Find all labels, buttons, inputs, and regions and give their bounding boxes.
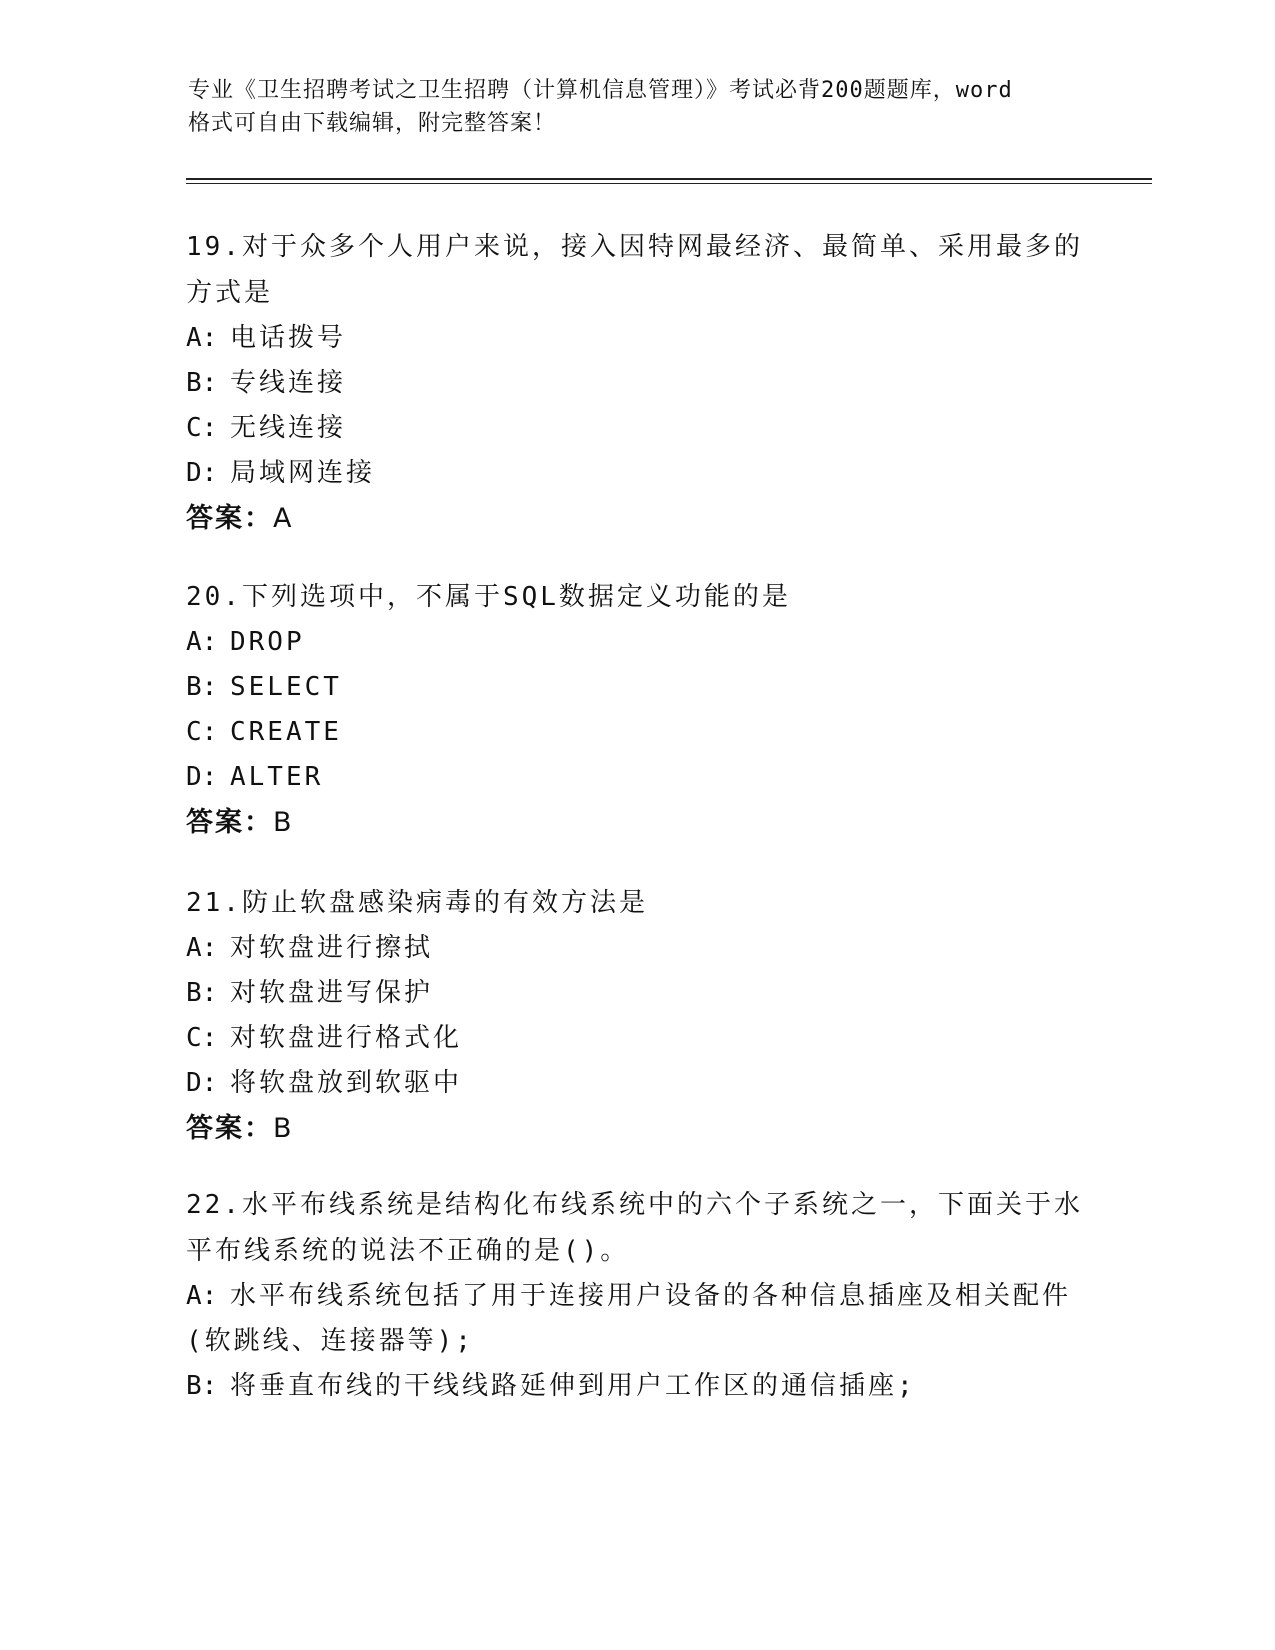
option-label: A:: [186, 933, 218, 963]
option-a: [186, 1274, 1086, 1319]
option-text: CREATE: [230, 717, 342, 747]
document-header: [188, 74, 1078, 140]
question-stem-line: 平布线系统的说法不正确的是()。: [186, 1236, 630, 1266]
option-c: [186, 1016, 1086, 1061]
option-a-continuation: (软跳线、连接器等);: [186, 1326, 474, 1356]
question-21: [186, 880, 1086, 1152]
option-d: [186, 1061, 1086, 1106]
option-b: [186, 665, 1086, 710]
option-text: 将软盘放到软驱中: [230, 1068, 463, 1098]
question-19: [186, 224, 1086, 542]
answer-label: 答案：: [186, 807, 273, 838]
question-stem-line: 21.防止软盘感染病毒的有效方法是: [186, 888, 648, 918]
answer-label: 答案：: [186, 503, 273, 534]
option-d: [186, 451, 1086, 496]
option-text: 专线连接: [230, 368, 347, 398]
option-label: D:: [186, 762, 218, 792]
option-label: B:: [186, 978, 218, 1008]
option-text: 水平布线系统包括了用于连接用户设备的各种信息插座及相关配件: [230, 1281, 1072, 1311]
option-label: A:: [186, 323, 218, 353]
option-a: [186, 316, 1086, 361]
option-label: C:: [186, 413, 218, 443]
question-22: [186, 1182, 1086, 1409]
option-label: B:: [186, 368, 218, 398]
option-text: 局域网连接: [230, 458, 376, 488]
header-line-1: 专业《卫生招聘考试之卫生招聘（计算机信息管理）》考试必背200题题库，word: [188, 78, 1013, 103]
option-label: D:: [186, 458, 218, 488]
option-label: B:: [186, 672, 218, 702]
answer-value: A: [273, 503, 294, 534]
question-stem-line: 20.下列选项中，不属于SQL数据定义功能的是: [186, 582, 791, 612]
option-text: DROP: [230, 627, 305, 657]
question-stem-line: 19.对于众多个人用户来说，接入因特网最经济、最简单、采用最多的: [186, 232, 1083, 262]
option-label: A:: [186, 1281, 218, 1311]
option-c: [186, 406, 1086, 451]
option-a: [186, 620, 1086, 665]
option-text: 将垂直布线的干线线路延伸到用户工作区的通信插座;: [230, 1371, 916, 1401]
option-b: [186, 971, 1086, 1016]
option-text: 对软盘进行格式化: [230, 1023, 463, 1053]
option-text: 无线连接: [230, 413, 347, 443]
option-text: SELECT: [230, 672, 342, 702]
answer-line: [186, 1106, 1086, 1152]
option-c: [186, 710, 1086, 755]
answer-line: [186, 800, 1086, 846]
header-line-2: 格式可自由下载编辑，附完整答案！: [188, 111, 557, 136]
answer-label: 答案：: [186, 1113, 273, 1144]
option-label: D:: [186, 1068, 218, 1098]
option-a: [186, 926, 1086, 971]
option-text: 对软盘进写保护: [230, 978, 434, 1008]
option-text: 电话拨号: [230, 323, 347, 353]
option-text: 对软盘进行擦拭: [230, 933, 434, 963]
answer-value: B: [273, 807, 294, 838]
option-label: C:: [186, 717, 218, 747]
option-label: A:: [186, 627, 218, 657]
option-label: B:: [186, 1371, 218, 1401]
option-b: [186, 1364, 1086, 1409]
answer-value: B: [273, 1113, 294, 1144]
answer-line: [186, 496, 1086, 542]
option-label: C:: [186, 1023, 218, 1053]
header-rule-thin: [186, 183, 1152, 184]
question-stem-line: 方式是: [186, 278, 274, 308]
question-20: [186, 574, 1086, 846]
question-stem-line: 22.水平布线系统是结构化布线系统中的六个子系统之一，下面关于水: [186, 1190, 1083, 1220]
option-b: [186, 361, 1086, 406]
header-rule-thick: [186, 178, 1152, 180]
option-d: [186, 755, 1086, 800]
option-text: ALTER: [230, 762, 324, 792]
